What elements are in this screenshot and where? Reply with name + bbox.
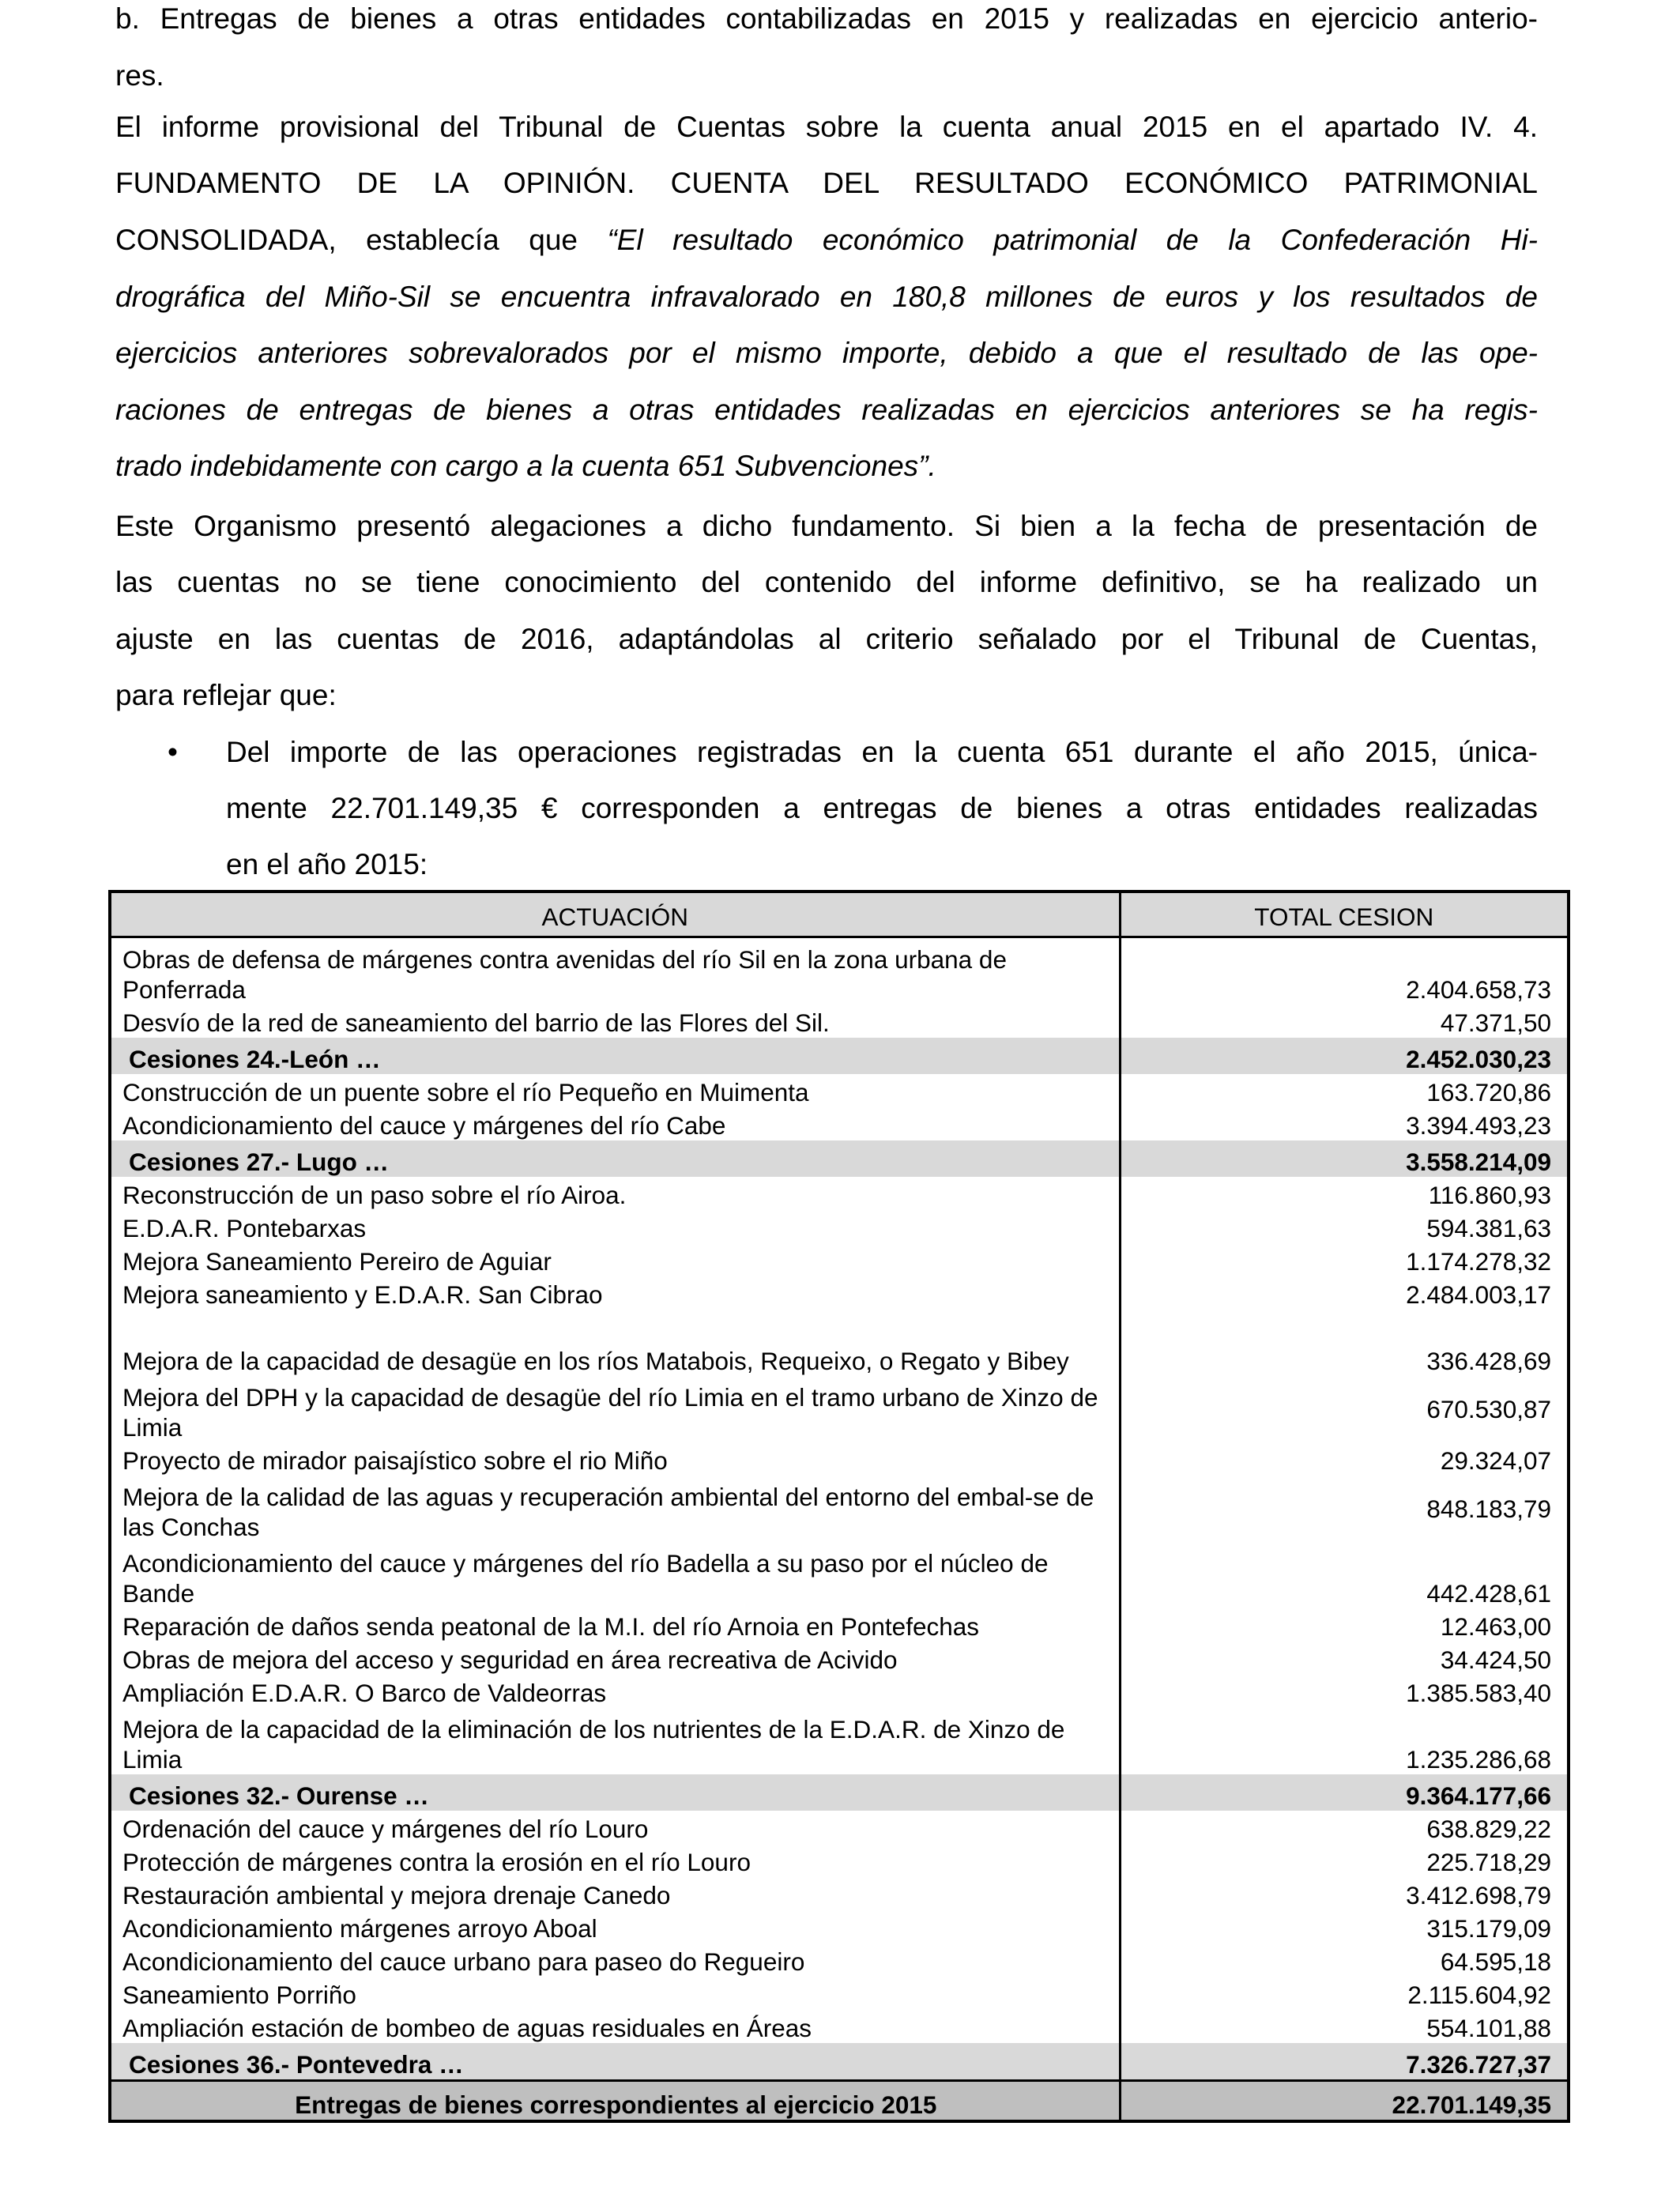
table-row: [110, 1811, 1569, 1844]
table-row: [110, 1943, 1569, 1977]
grand-total-row: [110, 2081, 1569, 2122]
amount-cell: 163.720,86: [1120, 1074, 1569, 1107]
amount-cell: 3.394.493,23: [1120, 1107, 1569, 1140]
subtotal-amount: 2.452.030,23: [1120, 1038, 1569, 1074]
table-row: [110, 1310, 1569, 1376]
table-row: [110, 1276, 1569, 1310]
table-row: [110, 1844, 1569, 1877]
amount-cell: 638.829,22: [1120, 1811, 1569, 1844]
amount-cell: 554.101,88: [1120, 2010, 1569, 2043]
amount-cell: 34.424,50: [1120, 1642, 1569, 1675]
actuacion-cell: Restauración ambiental y mejora drenaje Canedo: [122, 1881, 671, 1909]
actuacion-cell: Mejora de la calidad de las aguas y recuperación ambiental del entorno del embal-se de las Conchas: [122, 1483, 1094, 1541]
quote-line: raciones de entregas de bienes a otras entidades realizadas en ejercicios anteriores se ha regis-: [115, 394, 1538, 426]
subtotal-label: Cesiones 36.- Pontevedra …: [110, 2043, 1120, 2081]
table-row: [110, 2010, 1569, 2043]
amount-cell: 3.412.698,79: [1120, 1877, 1569, 1910]
actuacion-cell: Acondicionamiento del cauce y márgenes del río Cabe: [122, 1111, 726, 1140]
actuacion-cell: Ampliación estación de bombeo de aguas residuales en Áreas: [122, 2014, 812, 2042]
amount-cell: 442.428,61: [1120, 1542, 1569, 1608]
table-row: [110, 1177, 1569, 1210]
actuacion-cell: Mejora saneamiento y E.D.A.R. San Cibrao: [122, 1280, 603, 1309]
table-row: [110, 1442, 1569, 1476]
actuacion-cell: Protección de márgenes contra la erosión en el río Louro: [122, 1848, 751, 1876]
actuacion-cell: Acondicionamiento del cauce urbano para paseo do Regueiro: [122, 1947, 805, 1976]
grand-total-label: Entregas de bienes correspondientes al ejercicio 2015: [110, 2081, 1120, 2122]
column-header-total: TOTAL CESION: [1120, 892, 1569, 937]
actuacion-cell: Desvío de la red de saneamiento del barrio de las Flores del Sil.: [122, 1008, 830, 1037]
paragraph-line: El informe provisional del Tribunal de Cuentas sobre la cuenta anual 2015 en el apartado IV. 4.: [115, 111, 1538, 143]
table-row: [110, 1376, 1569, 1442]
amount-cell: 116.860,93: [1120, 1177, 1569, 1210]
actuacion-cell: Obras de defensa de márgenes contra avenidas del río Sil en la zona urbana de Ponferrada: [122, 945, 1007, 1004]
subtotal-row: [110, 1038, 1569, 1074]
table-row: [110, 1210, 1569, 1243]
paragraph-line: Este Organismo presentó alegaciones a dicho fundamento. Si bien a la fecha de presentación de: [115, 510, 1538, 542]
amount-cell: 225.718,29: [1120, 1844, 1569, 1877]
actuacion-cell: E.D.A.R. Pontebarxas: [122, 1214, 367, 1242]
actuacion-cell: Ampliación E.D.A.R. O Barco de Valdeorras: [122, 1679, 607, 1707]
amount-cell: 1.385.583,40: [1120, 1675, 1569, 1708]
bullet-line: Del importe de las operaciones registradas en la cuenta 651 durante el año 2015, única-: [226, 736, 1538, 768]
table-row: [110, 1608, 1569, 1642]
paragraph-line: FUNDAMENTO DE LA OPINIÓN. CUENTA DEL RESULTADO ECONÓMICO PATRIMONIAL: [115, 167, 1538, 199]
actuacion-cell: Reparación de daños senda peatonal de la M.I. del río Arnoia en Pontefechas: [122, 1612, 979, 1641]
table-body: [110, 937, 1569, 2122]
cessions-table: [108, 890, 1570, 2123]
table-row: [110, 1977, 1569, 2010]
amount-cell: 64.595,18: [1120, 1943, 1569, 1977]
subtotal-row: [110, 1140, 1569, 1177]
subtotal-amount: 9.364.177,66: [1120, 1774, 1569, 1811]
subtotal-label: Cesiones 27.- Lugo …: [110, 1140, 1120, 1177]
table-row: [110, 1675, 1569, 1708]
table-header-row: [110, 892, 1569, 937]
subtotal-row: [110, 1774, 1569, 1811]
amount-cell: 594.381,63: [1120, 1210, 1569, 1243]
table-row: [110, 1877, 1569, 1910]
bullet-icon: •: [168, 736, 178, 768]
table-row: [110, 1243, 1569, 1276]
amount-cell: 2.484.003,17: [1120, 1276, 1569, 1310]
bullet-line: mente 22.701.149,35 € corresponden a entregas de bienes a otras entidades realizadas: [226, 792, 1538, 824]
actuacion-cell: Saneamiento Porriño: [122, 1981, 356, 2009]
subtotal-amount: 7.326.727,37: [1120, 2043, 1569, 2081]
amount-cell: 2.115.604,92: [1120, 1977, 1569, 2010]
table-row: [110, 1107, 1569, 1140]
actuacion-cell: Mejora de la capacidad de la eliminación de los nutrientes de la E.D.A.R. de Xinzo de Limia: [122, 1715, 1065, 1774]
grand-total-amount: 22.701.149,35: [1120, 2081, 1569, 2122]
actuacion-cell: Ordenación del cauce y márgenes del río Louro: [122, 1815, 649, 1843]
quote-line: drográfica del Miño-Sil se encuentra infravalorado en 180,8 millones de euros y los resultados de: [115, 281, 1538, 313]
table-row: [110, 1476, 1569, 1542]
bullet-line: en el año 2015:: [226, 848, 428, 880]
amount-cell: 670.530,87: [1120, 1376, 1569, 1442]
quote-line: ejercicios anteriores sobrevalorados por el mismo importe, debido a que el resultado de las ope-: [115, 337, 1538, 369]
paragraph-line: res.: [115, 59, 164, 92]
subtotal-row: [110, 2043, 1569, 2081]
amount-cell: 12.463,00: [1120, 1608, 1569, 1642]
amount-cell: 1.235.286,68: [1120, 1708, 1569, 1774]
actuacion-cell: Obras de mejora del acceso y seguridad en área recreativa de Acivido: [122, 1646, 898, 1674]
subtotal-label: Cesiones 24.-León …: [110, 1038, 1120, 1074]
amount-cell: 2.404.658,73: [1120, 937, 1569, 1005]
actuacion-cell: Mejora Saneamiento Pereiro de Aguiar: [122, 1247, 552, 1276]
table-row: [110, 937, 1569, 1005]
paragraph-line: las cuentas no se tiene conocimiento del contenido del informe definitivo, se ha realizado un: [115, 566, 1538, 598]
table-row: [110, 1074, 1569, 1107]
actuacion-cell: Reconstrucción de un paso sobre el río Airoa.: [122, 1181, 627, 1209]
column-header-actuacion: ACTUACIÓN: [110, 892, 1120, 937]
table-row: [110, 1708, 1569, 1774]
amount-cell: 336.428,69: [1120, 1310, 1569, 1376]
paragraph-line: b. Entregas de bienes a otras entidades contabilizadas en 2015 y realizadas en ejercicio anterio-: [115, 2, 1538, 35]
amount-cell: 1.174.278,32: [1120, 1243, 1569, 1276]
paragraph-line: ajuste en las cuentas de 2016, adaptándolas al criterio señalado por el Tribunal de Cuentas,: [115, 623, 1538, 655]
paragraph-line: para reflejar que:: [115, 679, 337, 711]
table-row: [110, 1910, 1569, 1943]
amount-cell: 848.183,79: [1120, 1476, 1569, 1542]
amount-cell: 47.371,50: [1120, 1005, 1569, 1038]
subtotal-amount: 3.558.214,09: [1120, 1140, 1569, 1177]
quote-line: trado indebidamente con cargo a la cuenta 651 Subvenciones”.: [115, 450, 936, 482]
actuacion-cell: Proyecto de mirador paisajístico sobre el rio Miño: [122, 1446, 668, 1475]
amount-cell: 315.179,09: [1120, 1910, 1569, 1943]
table-row: [110, 1642, 1569, 1675]
quote-text: “El resultado económico patrimonial de la Confederación Hi-: [607, 224, 1538, 256]
table-row: [110, 1542, 1569, 1608]
paragraph-line-mixed: [115, 221, 1538, 259]
table-row: [110, 1005, 1569, 1038]
actuacion-cell: Acondicionamiento del cauce y márgenes del río Badella a su paso por el núcleo de Bande: [122, 1549, 1049, 1608]
actuacion-cell: Mejora de la capacidad de desagüe en los ríos Matabois, Requeixo, o Regato y Bibey: [122, 1347, 1069, 1375]
actuacion-cell: Construcción de un puente sobre el río Pequeño en Muimenta: [122, 1078, 809, 1106]
actuacion-cell: Mejora del DPH y la capacidad de desagüe del río Limia en el tramo urbano de Xinzo de Limia: [122, 1383, 1098, 1442]
subtotal-label: Cesiones 32.- Ourense …: [110, 1774, 1120, 1811]
paragraph-text: CONSOLIDADA, establecía que: [115, 224, 608, 256]
actuacion-cell: Acondicionamiento márgenes arroyo Aboal: [122, 1914, 597, 1943]
amount-cell: 29.324,07: [1120, 1442, 1569, 1476]
